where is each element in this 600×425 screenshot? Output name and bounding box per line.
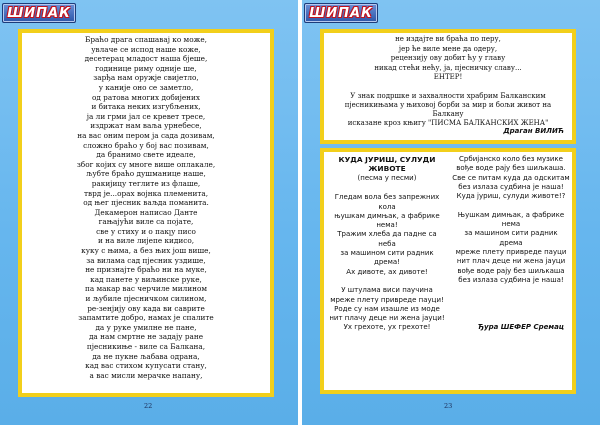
logo-text: ШИПАК [7, 5, 71, 21]
song-author: Ђура ШЕФЕР Сремац [477, 322, 564, 331]
song-verses-right: Србијанско коло без музике вође воде рају без шиљкаша. Све се питам куда да одскитам без излаза судбина је наша! Куда јуриш, сулуди животе!? Њушкам димњак, а фабрике нема за машином сити радник дрема мреже плету привреде пауци нит плач деце ни жена јауци вође воде рају без шиљкаша без излаза судбина је наша! [452, 155, 570, 284]
song-column-right [452, 155, 570, 285]
shipak-logo [304, 3, 378, 23]
song-title: КУДА ЈУРИШ, СУЛУДИ ЖИВОТЕ [338, 155, 436, 173]
song-column-left [328, 155, 446, 333]
left-page [0, 0, 298, 425]
poem-panel [18, 29, 274, 397]
page-number-right: 23 [444, 402, 453, 410]
poem-text: Браћо драга спашавај ко може, увлаче се испод наше коже, десетерац младост наша бјеше, годинице риму одније ше, зарђа нам оружје свијетло, у каније оно се заметло, од ратова многих добијених и битака неких изгубљених, ја ли грми јал се кревет тресе, издржат нам ваља урнебесе, на вас оним пером ја сада дозивам, сложно браћо у бој вас позивам, да бранимо свете идеале, због којих су многе више оплакале, љубте браћо душманице наше, ракијицу теглите из флаше, тврд је...орах војнка племенита, од њег пјесник ваљда поманита. Декамерон написао Данте гањајући виле са појате, све у стиху и о пакլу писо и на виле лијепе кидисо, куку с њима, а без њих још више, за вилама сад пјесник уздише, не признајте браћо ни на муке, кад панете у виљинске руке, па макар вас черчиле милином и љубиле пјесничком силином, ре-зенјију ову када ви саврите запамтите добро, намах је спалите да у руке умилне не пане, да нам смртне не задају ране пјесникиње - виле са Балкана, да не пукне љабава одрана, кад вас стихом купусати стану, а вас мисли мерачке напану, [76, 35, 216, 380]
song-subtitle: (песма у песми) [357, 174, 417, 182]
signature: Драган ВИЛИЋ [503, 127, 564, 135]
poem-continuation-panel [320, 29, 576, 144]
shipak-logo [2, 3, 76, 23]
song-panel [320, 148, 576, 394]
logo-text: ШИПАК [309, 5, 373, 21]
poem-ending: не издајте ви браћа по перу, јер ће виле мене да одеру, рецензију ову добит ћу у главу никад стећи нећу, ја, пјесничку славу... ЕНТЕР! [374, 35, 522, 82]
right-page [302, 0, 600, 425]
page-number-left: 22 [144, 402, 153, 410]
dedication-text: У знак подршке и захвалности храбрим Балканским пјесникињама у њиховој борби за мир и бољи живот на Балкану исказане кроз књигу "ПИСМА БАЛКАНСКИХ ЖЕНА" [344, 91, 552, 127]
song-verses-left: Гледам вола без запрежних кола њушкам димњак, а фабрике нема! Тражим хлеба да падне са неба за машином сити радник дрема! Ах дивоте, ах дивоте! У штулама виси паучина мреже плету привреде пауци! Роде су нам изашле из моде нит плачу деце ни жена јауци! Ух грехоте, ух грехоте! [329, 193, 445, 332]
